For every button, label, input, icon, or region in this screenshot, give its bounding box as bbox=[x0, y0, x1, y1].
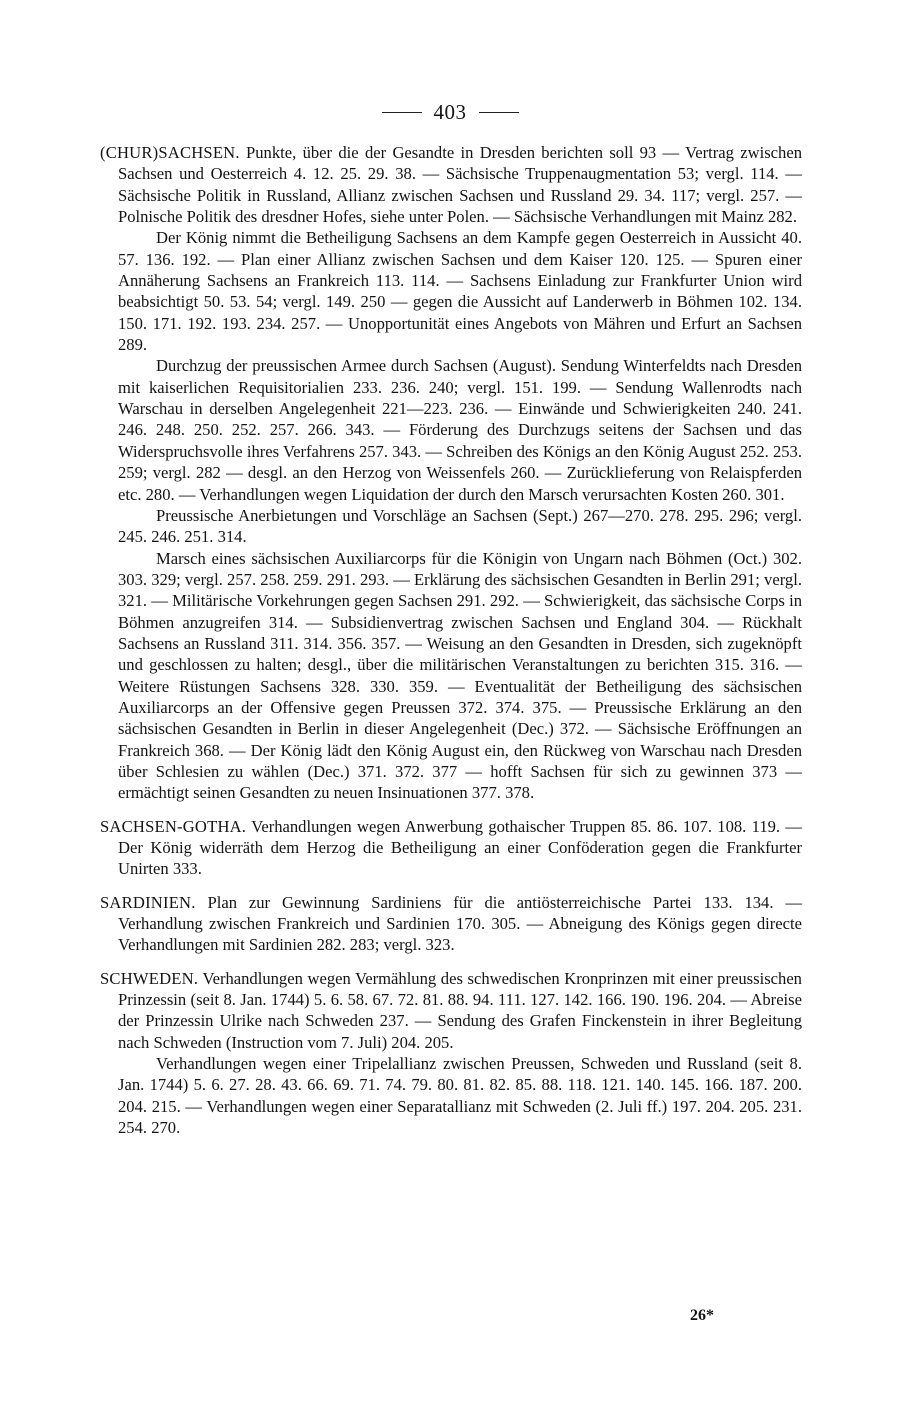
index-entry-sachsen-gotha bbox=[100, 816, 802, 880]
entry-paragraph bbox=[100, 968, 802, 1053]
entry-keyword: SARDINIEN. bbox=[100, 892, 196, 912]
index-entry-sardinien bbox=[100, 892, 802, 956]
entry-text: Verhandlungen wegen Vermählung des schwedischen Kronprinzen mit einer preussischen Prinzessin (seit 8. Jan. 1744) 5. 6. 58. 67. 72. 81. 88. 94. 111. 127. 142. 166. 190. 196. 204. — Abreise der Prinzessin Ulrike nach Schweden 237. — Sendung des Grafen Finckenstein in ihrer Begleitung nach Schweden (Instruction vom 7. Juli) 204. 205. bbox=[118, 968, 802, 1052]
header-rule-right bbox=[479, 112, 519, 113]
entry-paragraph: Durchzug der preussischen Armee durch Sachsen (August). Sendung Winterfeldts nach Dresden mit kaiserlichen Requisitorialien 233. 236. 240; vergl. 151. 199. — Sendung Wallenrodts nach Warschau in derselben Angelegenheit 221—223. 236. — Einwände und Schwierigkeiten 240. 241. 246. 248. 250. 252. 257. 266. 343. — Förderung des Durchzugs seitens der Sachsen und das Widerspruchsvolle ihres Verfahrens 257. 343. — Schreiben des Königs an den König August 252. 253. 259; vergl. 282 — desgl. an den Herzog von Weissenfels 260. — Zurücklieferung von Relaispferden etc. 280. — Verhandlungen wegen Liquidation der durch den Marsch verursachten Kosten 260. 301. bbox=[118, 356, 802, 504]
entry-keyword: (CHUR)SACHSEN. bbox=[100, 143, 240, 162]
signature-mark: 26* bbox=[690, 1307, 714, 1324]
entry-paragraph bbox=[100, 892, 802, 956]
page-header bbox=[0, 100, 900, 125]
index-entry-schweden bbox=[100, 968, 802, 1139]
entry-text: Plan zur Gewinnung Sardiniens für die antiösterreichische Partei 133. 134. — Verhandlung zwischen Frankreich und Sardinien 170. 305. — Abneigung des Königs gegen directe Verhandlungen mit Sardinien 282. 283; vergl. 323. bbox=[118, 892, 802, 955]
index-entry-chursachsen bbox=[100, 142, 802, 804]
entry-paragraph bbox=[100, 816, 802, 880]
entry-paragraph: Marsch eines sächsischen Auxiliarcorps für die Königin von Ungarn nach Böhmen (Oct.) 302. 303. 329; vergl. 257. 258. 259. 291. 293. — Erklärung des sächsischen Gesandten in Berlin 291; vergl. 321. — Militärische Vorkehrungen gegen Sachsen 291. 292. — Schwierigkeit, das sächsische Corps in Böhmen anzugreifen 314. — Subsidienvertrag zwischen Sachsen und England 304. — Rückhalt Sachsens an Russland 311. 314. 356. 357. — Weisung an den Gesandten in Dresden, sich zugeknöpft und geschlossen zu halten; desgl., über die militärischen Veranstaltungen zu berichten 315. 316. — Weitere Rüstungen Sachsens 328. 330. 359. — Eventualität der Betheiligung des sächsischen Auxiliarcorps an der Offensive gegen Preussen 372. 374. 375. — Preussische Erklärung an den sächsischen Gesandten in Berlin in dieser Angelegenheit (Dec.) 372. — Sächsische Eröffnungen an Frankreich 368. — Der König lädt den König August ein, den Rückweg von Warschau nach Dresden über Schlesien zu wählen (Dec.) 371. 372. 377 — hofft Sachsen für sich zu gewinnen 373 — ermächtigt seinen Gesandten zu neuen Insinuationen 377. 378. bbox=[118, 548, 802, 803]
entry-paragraph: Der König nimmt die Betheiligung Sachsens an dem Kampfe gegen Oesterreich in Aussicht 40. 57. 136. 192. — Plan einer Allianz zwischen Sachsen und dem Kaiser 120. 125. — Spuren einer Annäherung Sachsens an Frankreich 113. 114. — Sachsens Einladung zur Frankfurter Union wird beabsichtigt 50. 53. 54; vergl. 149. 250 — gegen die Aussicht auf Landerwerb in Böhmen 102. 134. 150. 171. 192. 193. 234. 257. — Unopportunität eines Angebots von Mähren und Erfurt an Sachsen 289. bbox=[118, 228, 802, 355]
index-content bbox=[100, 142, 802, 1138]
entry-text: Punkte, über die der Gesandte in Dresden berichten soll 93 — Vertrag zwischen Sachsen und Oesterreich 4. 12. 25. 29. 38. — Sächsische Truppenaugmentation 53; vergl. 114. — Sächsische Politik in Russland, Allianz zwischen Sachsen und Russland 29. 34. 117; vergl. 257. — Polnische Politik des dresdner Hofes, siehe unter Polen. — Sächsische Verhandlungen mit Mainz 282. bbox=[118, 143, 802, 227]
page-number: 403 bbox=[433, 100, 467, 124]
entry-keyword: SCHWEDEN. bbox=[100, 968, 199, 988]
entry-paragraph: Preussische Anerbietungen und Vorschläge an Sachsen (Sept.) 267—270. 278. 295. 296; vergl. 245. 246. 251. 314. bbox=[118, 505, 802, 547]
entry-paragraph bbox=[100, 142, 802, 227]
header-rule-left bbox=[382, 112, 422, 113]
entry-keyword: SACHSEN-GOTHA. bbox=[100, 816, 247, 836]
entry-paragraph: Verhandlungen wegen einer Tripelallianz zwischen Preussen, Schweden und Russland (seit 8. Jan. 1744) 5. 6. 27. 28. 43. 66. 69. 71. 74. 79. 80. 81. 82. 85. 88. 118. 121. 140. 145. 166. 187. 200. 204. 215. — Verhandlungen wegen einer Separatallianz mit Schweden (2. Juli ff.) 197. 204. 205. 231. 254. 270. bbox=[118, 1054, 802, 1138]
entry-text: Verhandlungen wegen Anwerbung gothaischer Truppen 85. 86. 107. 108. 119. — Der König widerräth dem Herzog die Betheiligung an einer Conföderation gegen die Frankfurter Unirten 333. bbox=[118, 816, 802, 879]
